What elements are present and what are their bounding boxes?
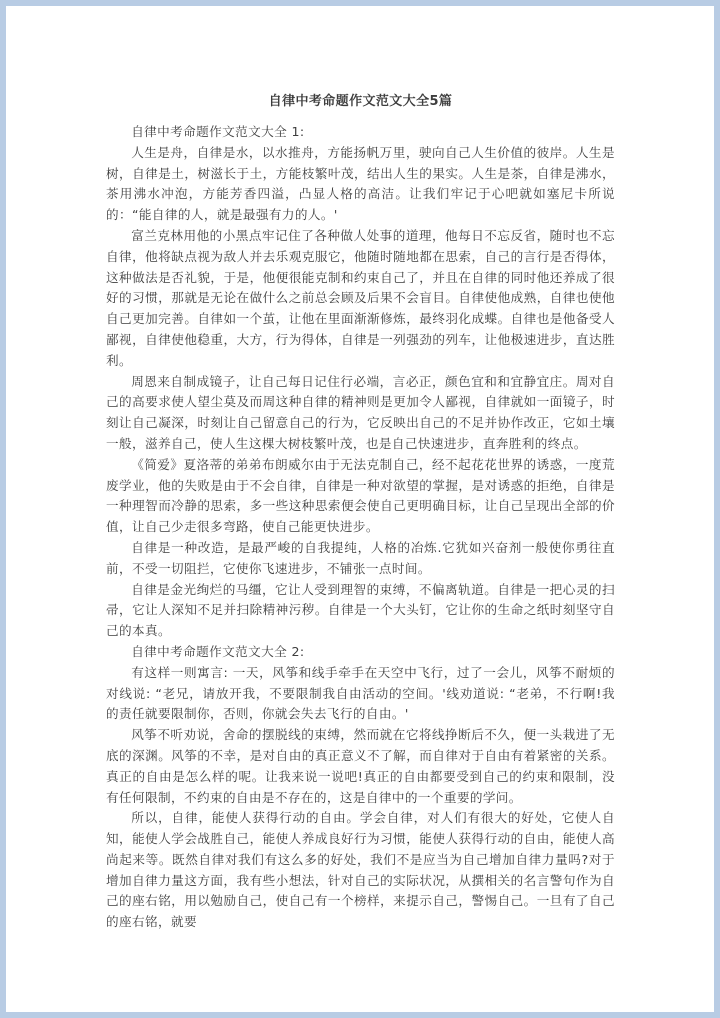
paragraph: 周恩来自制成镜子，让自己每日记住行必端，言必正，颜色宜和和宜静宜庄。周对自己的高要求使人望尘莫及而周这种自律的精神则是更加令人鄙视，自律就如一面镜子，时刻让自己凝深，时刻让自己留意自己的行为，它反映出自己的不足并协作改正，它如土壤一般，滋养自己，使人生这棵大树枝繁叶茂，也是自己快速进步，直奔胜利的终点。	[106, 373, 615, 451]
paragraph: 所以，自律，能使人获得行动的自由。学会自律，对人们有很大的好处，它使人自知，能使人学会战胜自己，能使人养成良好行为习惯，能使人获得行动的自由，能使人高尚起来等。既然自律对我们有这么多的好处，我们不是应当为自己增加自律力量吗?对于增加自律力量这方面，我有些小想法，针对自己的实际状况，从撰相关的名言警句作为自己的座右铭，用以勉励自己，使自己有一个榜样，来提示自己，警惕自己。一旦有了自己的座右铭，就要	[106, 810, 615, 930]
paragraph: 自律是金光绚烂的马缰，它让人受到理智的束缚，不偏离轨道。自律是一把心灵的扫帚，它让人深知不足并扫除精神污秽。自律是一个大头钉，它让你的生命之纸时刻坚守自己的本真。	[106, 581, 615, 639]
paragraph: 人生是舟，自律是水，以水推舟，方能扬帆万里，驶向自己人生价值的彼岸。人生是树，自律是土，树滋长于土，方能枝繁叶茂，结出人生的果实。人生是茶，自律是沸水，茶用沸水冲泡，方能芳香四溢，凸显人格的高洁。让我们牢记于心吧就如塞尼卡所说的：“能自律的人，就是最强有力的人。'	[106, 144, 615, 223]
paragraph: 《简爱》夏洛蒂的弟弟布朗威尔由于无法克制自己，经不起花花世界的诱惑，一度荒废学业，他的失败是由于不会自律，自律是一种对欲望的掌握，是对诱惑的拒绝，自律是一种理智而冷静的思索，多一些这种思索便会使自己更明确目标，让自己呈现出全部的价值，让自己少走很多弯路，使自己能更快进步。	[106, 456, 615, 535]
paragraph: 有这样一则寓言: 一天，风筝和线手牵手在天空中飞行，过了一会儿，风筝不耐烦的对线说: “老兄，请放开我，不要限制我自由活动的空间。'线劝道说: “老弟，不行啊!我的责任就要限制你，否则，你就会失去飞行的自由。'	[106, 664, 615, 722]
paragraph: 风筝不听劝说，舍命的摆脱线的束缚，然而就在它将线挣断后不久，便一头栽进了无底的深渊。风筝的不幸，是对自由的真正意义不了解，而自律对于自由有着紧密的关系。真正的自由是怎么样的呢。让我来说一说吧!真正的自由都要受到自己的约束和限制，没有任何限制，不约束的自由是不存在的，这是自律中的一个重要的学问。	[106, 727, 615, 805]
paragraph: 富兰克林用他的小黑点牢记住了各种做人处事的道理，他每日不忘反省，随时也不忘自律，他将缺点视为敌人并去乐观克服它，他随时随地都在思索，自己的言行是否得体，这种做法是否礼貌，于是，他便很能克制和约束自己了，并且在自律的同时他还养成了很好的习惯，那就是无论在做什么之前总会顾及后果不会盲目。自律使他成熟，自律也使他自己更加完善。自律如一个茧，让他在里面渐渐修炼，最终羽化成蝶。自律也是他备受人鄙视，自律使他稳重，大方，行为得体，自律是一列强劲的列车，让他极速进步，直达胜利。	[106, 227, 615, 368]
paragraph: 自律是一种改造，是最严峻的自我提纯，人格的冶炼.它犹如兴奋剂一般使你勇往直前，不受一切阻拦，它使你飞速进步，不铺张一点时间。	[106, 539, 615, 576]
document-title: 自律中考命题作文范文大全5篇	[268, 94, 453, 109]
section-heading: 自律中考命题作文范文大全 2:	[131, 643, 305, 659]
section-heading: 自律中考命题作文范文大全 1:	[131, 124, 305, 139]
document-body	[106, 122, 615, 933]
